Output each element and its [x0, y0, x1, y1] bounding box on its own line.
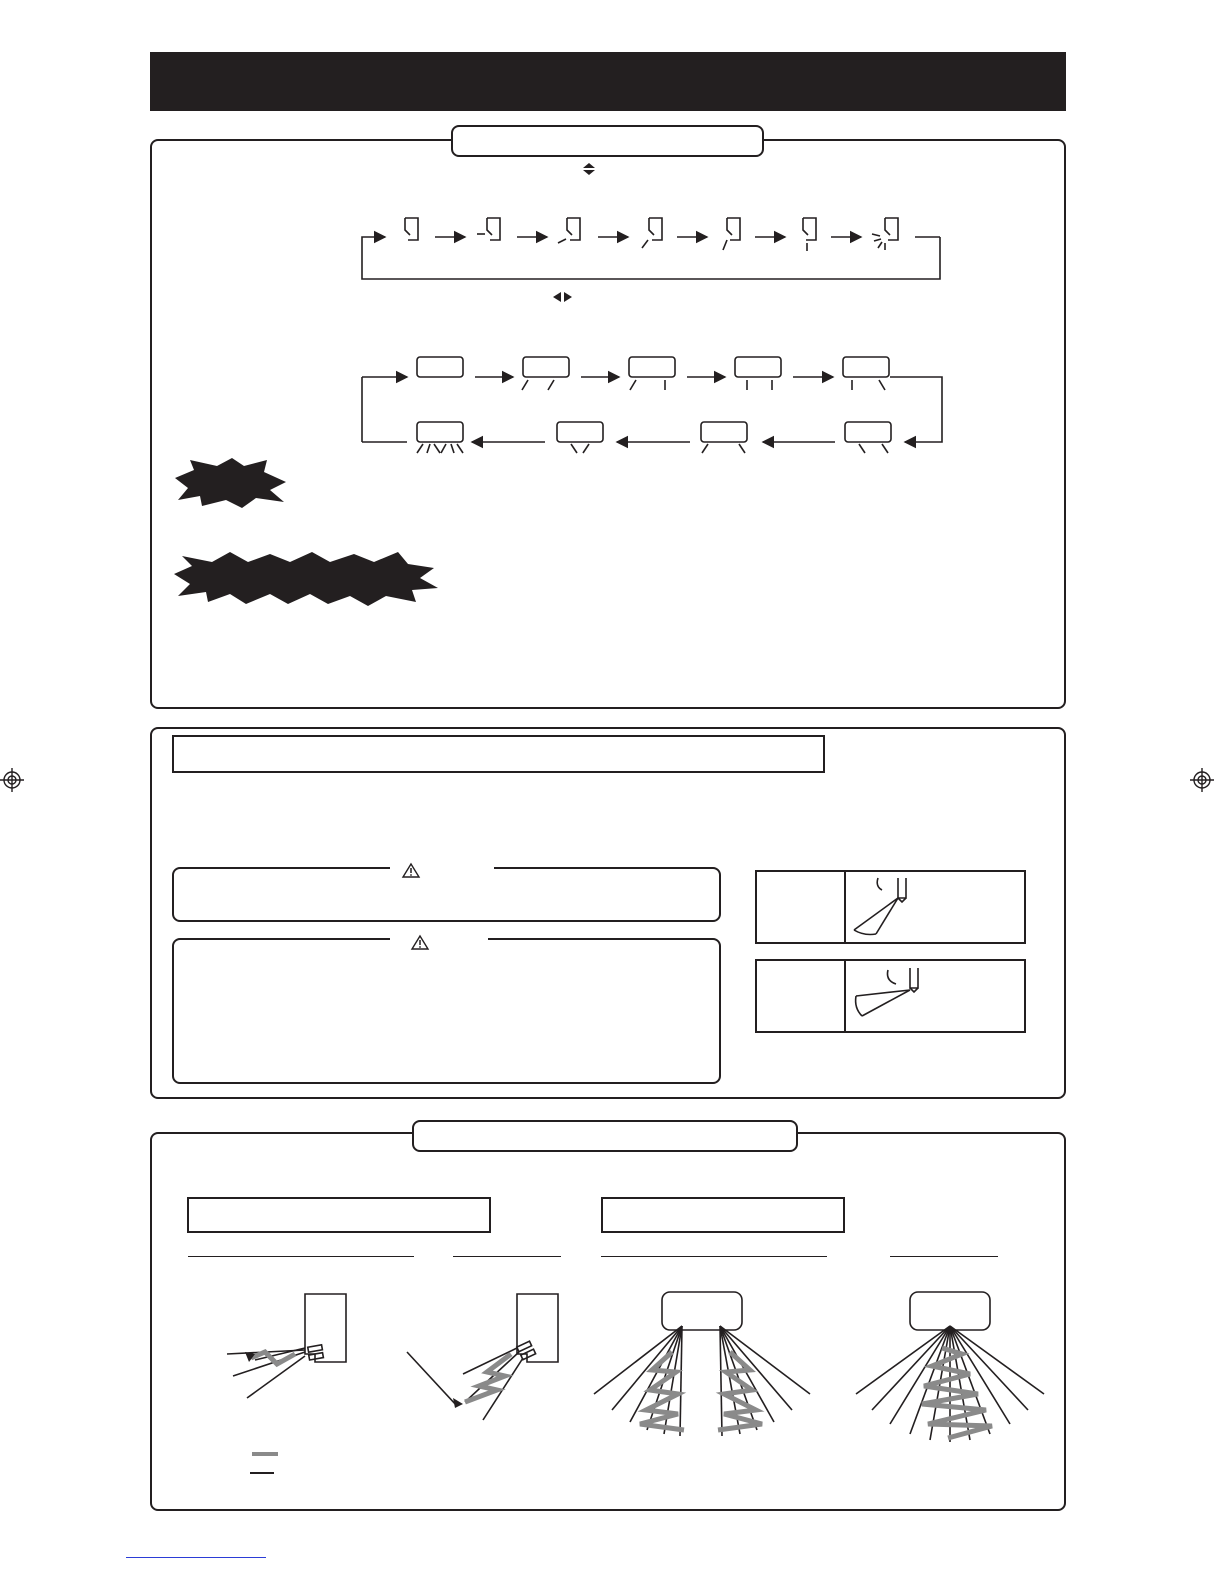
vertical-swing-airflow-diagram	[225, 1290, 355, 1410]
louver-position-1-icon	[405, 218, 418, 240]
horizontal-swing-cycle-diagram	[355, 350, 955, 460]
registration-mark-right-icon	[1190, 768, 1216, 794]
vertical-fixed-airflow-diagram	[405, 1290, 565, 1430]
airflow-pattern-panel-title	[412, 1120, 798, 1152]
registration-mark-left-icon	[0, 768, 26, 794]
louver-position-6-icon	[803, 218, 816, 251]
louver-position-5-icon	[723, 218, 740, 250]
vertical-swing-caption-rule	[188, 1256, 414, 1257]
louver-position-2-icon	[477, 218, 500, 240]
horizontal-swing-caption-rule	[601, 1256, 827, 1257]
legend-grey-arrow-key	[252, 1452, 278, 1456]
horizontal-position-1-icon	[417, 357, 463, 377]
caution-box	[172, 938, 721, 1084]
up-down-triangle-icon	[582, 162, 596, 176]
horizontal-position-5-icon	[843, 357, 889, 390]
horizontal-position-8-icon	[557, 422, 603, 453]
starburst-badge-small	[172, 458, 290, 508]
caution-triangle-icon	[411, 935, 429, 950]
horizontal-position-3-icon	[629, 357, 675, 390]
heating-louver-range-diagram	[850, 966, 920, 1026]
vertical-pattern-heading-box	[187, 1197, 491, 1233]
horizontal-swing-airflow-diagram	[592, 1290, 822, 1450]
vertical-fixed-caption-rule	[453, 1256, 561, 1257]
horizontal-position-2-icon	[522, 357, 569, 390]
caution-box-label-gap	[390, 932, 488, 946]
legend-black-line-key	[250, 1472, 274, 1474]
warning-triangle-icon	[402, 863, 420, 878]
heating-mode-table-divider	[844, 961, 846, 1031]
left-right-triangle-icon	[552, 291, 574, 303]
warning-box	[172, 867, 721, 922]
louver-swing-icon	[872, 218, 898, 250]
horizontal-position-6-icon	[845, 422, 891, 453]
louver-position-4-icon	[642, 218, 662, 248]
footer-link-underline[interactable]	[126, 1557, 266, 1558]
cooling-mode-table-divider	[844, 872, 846, 942]
louver-adjustment-heading-box	[172, 735, 825, 773]
starburst-badge-large	[172, 550, 440, 606]
airflow-direction-panel-title	[451, 125, 764, 157]
horizontal-fixed-caption-rule	[890, 1256, 998, 1257]
horizontal-pattern-heading-box	[601, 1197, 845, 1233]
cooling-louver-range-diagram	[850, 876, 920, 936]
horizontal-position-4-icon	[735, 357, 781, 390]
page-header-bar	[150, 52, 1066, 111]
horizontal-position-7-icon	[701, 422, 747, 453]
horizontal-fixed-airflow-diagram	[852, 1290, 1052, 1450]
vertical-swing-cycle-diagram	[355, 210, 955, 290]
horizontal-swing-icon	[417, 422, 463, 453]
louver-position-3-icon	[558, 218, 580, 243]
